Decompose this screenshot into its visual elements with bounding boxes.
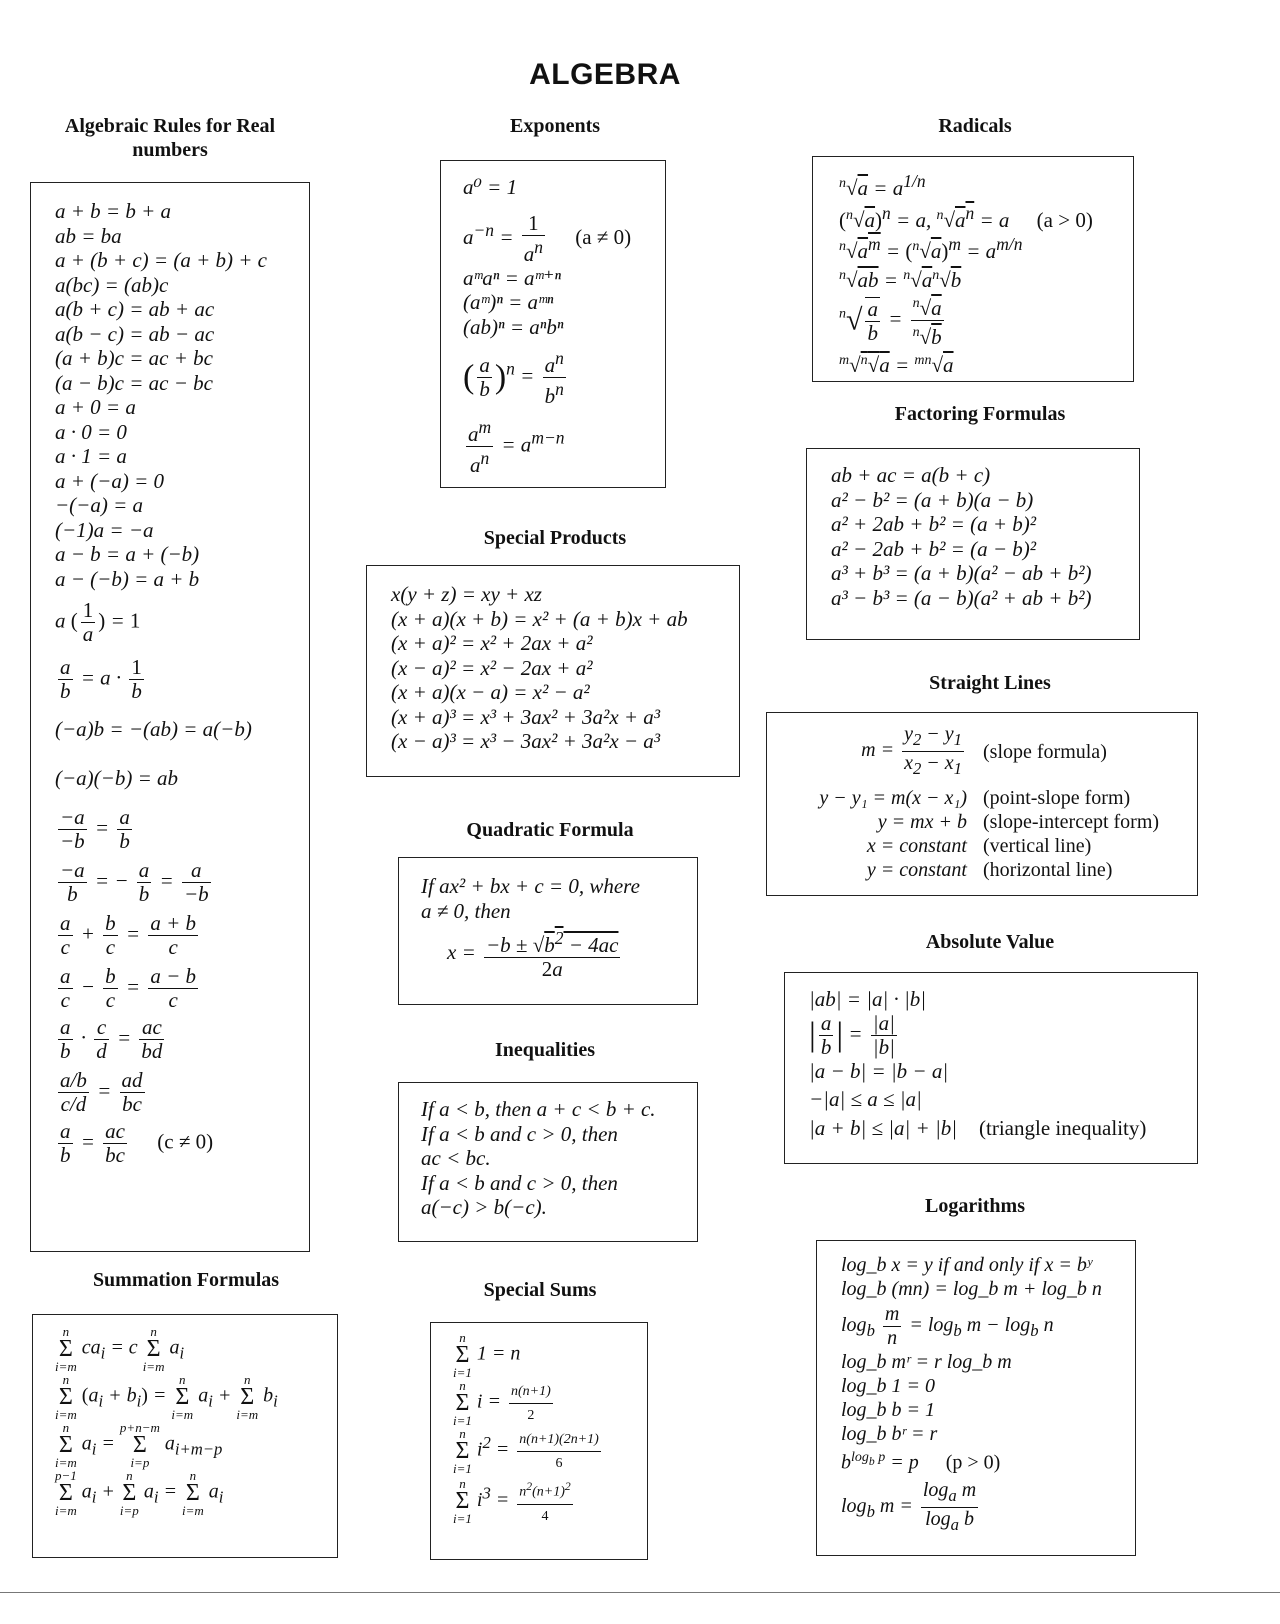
section-title-inequalities: Inequalities xyxy=(494,1039,596,1061)
special-products-box xyxy=(366,565,740,777)
radical-cond: (a > 0) xyxy=(1036,207,1093,232)
rule-neg-prod-2: (−a)(−b) = ab xyxy=(55,765,178,790)
special-product-line: x(y + z) = xy + xz xyxy=(391,582,542,606)
section-title-factoring: Factoring Formulas xyxy=(894,403,1066,425)
inequality-line: ac < bc. xyxy=(421,1146,491,1170)
log-r4: log_b mʳ = r log_b m xyxy=(841,1351,1012,1373)
section-title-special-products: Special Products xyxy=(483,527,627,549)
rule-neg-prod-1: (−a)b = −(ab) = a(−b) xyxy=(55,717,252,741)
inequality-line: If a < b, then a + c < b + c. xyxy=(421,1097,656,1121)
inequalities-box xyxy=(398,1082,698,1242)
absolute-box: |ab| = |a| · |b| | $\frac{a}{b}$ | = $\frac{|a|}{|b|}$ |a − b| = |b − a| −|a| ≤ a ≤ |a| |a + b| ≤ |a| + |b| (triangle inequality) xyxy=(784,972,1198,1164)
rule-line: −(−a) = a xyxy=(55,493,143,517)
rule-line: (−1)a = −a xyxy=(55,517,154,542)
factoring-box xyxy=(806,448,1140,640)
factoring-formula-line: a² − b² = (a + b)(a − b) xyxy=(831,487,1034,512)
exp-product: aᵐaⁿ = aᵐ⁺ⁿ xyxy=(463,265,561,290)
log-r2: log_b (mn) = log_b m + log_b n xyxy=(841,1278,1102,1300)
special-sums-box: n Σ i=1 1 = n n Σ i=1 i = $\frac{n(n+1)}{2}$ n Σ i=1 $i^2$ = $\frac{n(n+1)(2n+1)}{6}$ n Σ i=1 $i^3$ = $\frac{n^2(n+1)^2}{4}$ xyxy=(430,1322,648,1560)
section-title-summation: Summation Formulas xyxy=(92,1269,280,1291)
special-product-line: (x + a)³ = x³ + 3ax² + 3a²x + a³ xyxy=(391,704,661,729)
rule-line: a(b − c) = ab − ac xyxy=(55,321,215,346)
inequality-line: If a < b and c > 0, then xyxy=(421,1170,618,1195)
section-title-absolute: Absolute Value xyxy=(925,931,1055,953)
factoring-formula-line: a³ − b³ = (a − b)(a² + ab + b²) xyxy=(831,585,1092,610)
rule-line: a(bc) = (ab)c xyxy=(55,272,169,297)
rule-line: (a + b)c = ac + bc xyxy=(55,346,213,370)
special-product-line: (x + a)(x − a) = x² − a² xyxy=(391,680,590,704)
rule-line: a · 1 = a xyxy=(55,444,127,468)
line-form-equation: x = constant xyxy=(866,835,967,857)
special-product-line: (x − a)³ = x³ − 3ax² + 3a²x − a³ xyxy=(391,729,661,753)
exponents-box: a⁰ = 1 $a^{-n}$ = $\frac{1}{a^n}$ (a ≠ 0) aᵐaⁿ = aᵐ⁺ⁿ (aᵐ)ⁿ = aᵐⁿ (ab)ⁿ = aⁿbⁿ ( $\frac{a}{b}$ )$^n$ = $\frac{a^n}{b^n}$ $\frac{a^m}{a^n}$ = $a^{m-n}$ xyxy=(440,160,666,488)
factoring-formula-line: a² + 2ab + b² = (a + b)² xyxy=(831,512,1037,536)
rule-line: a · 0 = 0 xyxy=(55,419,127,444)
line-form-row xyxy=(787,834,1177,858)
section-title-logarithms: Logarithms xyxy=(925,1195,1025,1217)
section-title-straight-lines: Straight Lines xyxy=(929,672,1051,694)
abs-r3: |a − b| = |b − a| xyxy=(809,1058,949,1083)
rule-line: a(b + c) = ab + ac xyxy=(55,297,215,321)
factoring-formula-line: a² − 2ab + b² = (a − b)² xyxy=(831,536,1037,561)
rule-line: (a − b)c = ac − bc xyxy=(55,370,213,395)
section-title-radicals: Radicals xyxy=(938,115,1012,137)
special-product-line: (x + a)(x + b) = x² + (a + b)x + ab xyxy=(391,606,688,631)
log-r7: log_b bʳ = r xyxy=(841,1423,938,1445)
abs-r5: |a + b| ≤ |a| + |b| xyxy=(809,1115,958,1140)
line-form-label: (vertical line) xyxy=(983,835,1092,857)
exp-cond: (a ≠ 0) xyxy=(575,224,632,249)
log-r6: log_b b = 1 xyxy=(841,1399,936,1421)
quadratic-box: If ax² + bx + c = 0, where a ≠ 0, then x = $\frac{-b \pm √b^2 - 4ac}{2a}$ xyxy=(398,857,698,1005)
abs-r1: |ab| = |a| · |b| xyxy=(809,987,927,1011)
line-form-row xyxy=(787,786,1177,810)
factoring-formula-line: a³ + b³ = (a + b)(a² − ab + b²) xyxy=(831,561,1092,585)
special-product-line: (x − a)² = x² − 2ax + a² xyxy=(391,655,593,680)
rule-line: a − (−b) = a + b xyxy=(55,566,200,591)
section-title-special-sums: Special Sums xyxy=(483,1279,597,1301)
section-title-rules: Algebraic Rules for Real numbers xyxy=(64,115,276,161)
quadratic-line1: If ax² + bx + c = 0, where xyxy=(421,874,640,898)
logarithms-box: log_b x = y if and only if x = bʸ log_b (mn) = log_b m + log_b n $\log_b$ $\frac{m}{n}$ = $\log_b m - \log_b n$ log_b mʳ = r log_b m log_b 1 = 0 log_b b = 1 log_b bʳ = r $b^{log_b p} = p$ (p > 0) $\log_b m$ = $\frac{\log_a m}{\log_a b}$ xyxy=(816,1240,1136,1556)
inequality-line: If a < b and c > 0, then xyxy=(421,1121,618,1146)
rule-line: a + 0 = a xyxy=(55,395,136,419)
line-form-row xyxy=(787,810,1177,834)
log-r8-cond: (p > 0) xyxy=(945,1451,1001,1474)
rules-box: a + b = b + a ab = ba a + (b + c) = (a + b) + c a(bc) = (ab)c a(b + c) = ab + ac a(b − c) = ab − ac (a + b)c = ac + bc (a − b)c = ac − bc a + 0 = a a · 0 = 0 a · 1 = a a + (−a) = 0 −(−a) = a (−1)a = −a a − b = a + (−b) a − (−b) = a + b a ( $\frac{1}{a}$ ) = 1 $\frac{a}{b}$ = a · $\frac{1}{b}$ (−a)b = −(ab) = a(−b) (−a)(−b) = ab $\frac{-a}{-b}$ = $\frac{a}{b}$ $\frac{-a}{b}$ = − $\frac{a}{b}$ = $\frac{a}{-b}$ $\frac{a}{c}$ + $\frac{b}{c}$ = $\frac{a + b}{c}$ $\frac{a}{c}$ − $\frac{b}{c}$ = $\frac{a - b}{c}$ $\frac{a}{b}$ · $\frac{c}{d}$ = $\frac{ac}{bd}$ $\frac{a/b}{c/d}$ = $\frac{ad}{bc}$ $\frac{a}{b}$ = $\frac{ac}{bc}$ (c ≠ 0) xyxy=(30,182,310,1252)
quadratic-line2: a ≠ 0, then xyxy=(421,898,511,923)
line-form-equation: y − y₁ = m(x − x₁) xyxy=(819,787,967,809)
exp-zero: a⁰ = 1 xyxy=(463,175,518,199)
summation-box: n Σ i=m $ca_i = c$ n Σ i=m $a_i$ n Σ i=m $(a_i + b_i) = n$ Σ i=m $a_i + n$ Σ i=m $b_i$ n Σ i=m $a_i = p+n-m$ Σ i=p $a_{i+m-p}$ p−1 Σ i=m $a_i + n$ Σ i=p $a_i = n$ Σ i=m $a_i$ xyxy=(32,1314,338,1558)
log-r1: log_b x = y if and only if x = bʸ xyxy=(841,1254,1092,1276)
special-product-line: (x + a)² = x² + 2ax + a² xyxy=(391,631,593,655)
rule-line: ab = ba xyxy=(55,223,122,248)
slope-formula-label: (slope formula) xyxy=(983,740,1107,763)
page-title: ALGEBRA xyxy=(529,58,681,91)
page-bottom-rule xyxy=(0,1592,1280,1593)
exp-prod-power: (ab)ⁿ = aⁿbⁿ xyxy=(463,314,564,339)
inequality-line: a(−c) > b(−c). xyxy=(421,1195,547,1219)
sum-one: 1 = n xyxy=(476,1342,521,1365)
rule-line: a + (b + c) = (a + b) + c xyxy=(55,248,267,272)
rule-line: a + (−a) = 0 xyxy=(55,468,164,493)
line-form-label: (slope-intercept form) xyxy=(983,811,1160,833)
straight-lines-box: m = $\frac{y_2 - y_1}{x_2 - x_1}$ (slope formula) y − y₁ = m(x − x₁) (point-slope form) y = mx + b (slope-intercept form) x = constant (vertical line) y = constant (horizontal line) xyxy=(766,712,1198,896)
abs-r4: −|a| ≤ a ≤ |a| xyxy=(809,1087,922,1111)
line-form-label: (point-slope form) xyxy=(983,787,1131,809)
cond-c-nonzero: (c ≠ 0) xyxy=(157,1129,214,1154)
factoring-formula-line: ab + ac = a(b + c) xyxy=(831,463,991,487)
section-title-exponents: Exponents xyxy=(509,115,601,137)
exp-power: (aᵐ)ⁿ = aᵐⁿ xyxy=(463,290,554,314)
rule-line: a + b = b + a xyxy=(55,199,172,223)
abs-r5-label: (triangle inequality) xyxy=(979,1115,1147,1140)
radicals-box: $^n√a = a^{1/n}$ $(^n√a)^n = a$, $^n√a^n = a$ (a > 0) $^n√a^m = (^n√a)^m = a^{m/n}$ $^n√ab = ^n√a^n√b$ $^n$√ $\frac{a}{b}$ = $\frac{^n√a}{^n√b}$ $^m$√$^n$√a = $^{mn}$√a xyxy=(812,156,1134,382)
log-r5: log_b 1 = 0 xyxy=(841,1375,936,1397)
line-form-equation: y = constant xyxy=(866,859,967,881)
rule-line: a − b = a + (−b) xyxy=(55,542,200,566)
line-form-row xyxy=(787,858,1177,882)
line-form-label: (horizontal line) xyxy=(983,859,1113,881)
line-form-equation: y = mx + b xyxy=(877,811,967,833)
section-title-quadratic: Quadratic Formula xyxy=(466,819,634,841)
